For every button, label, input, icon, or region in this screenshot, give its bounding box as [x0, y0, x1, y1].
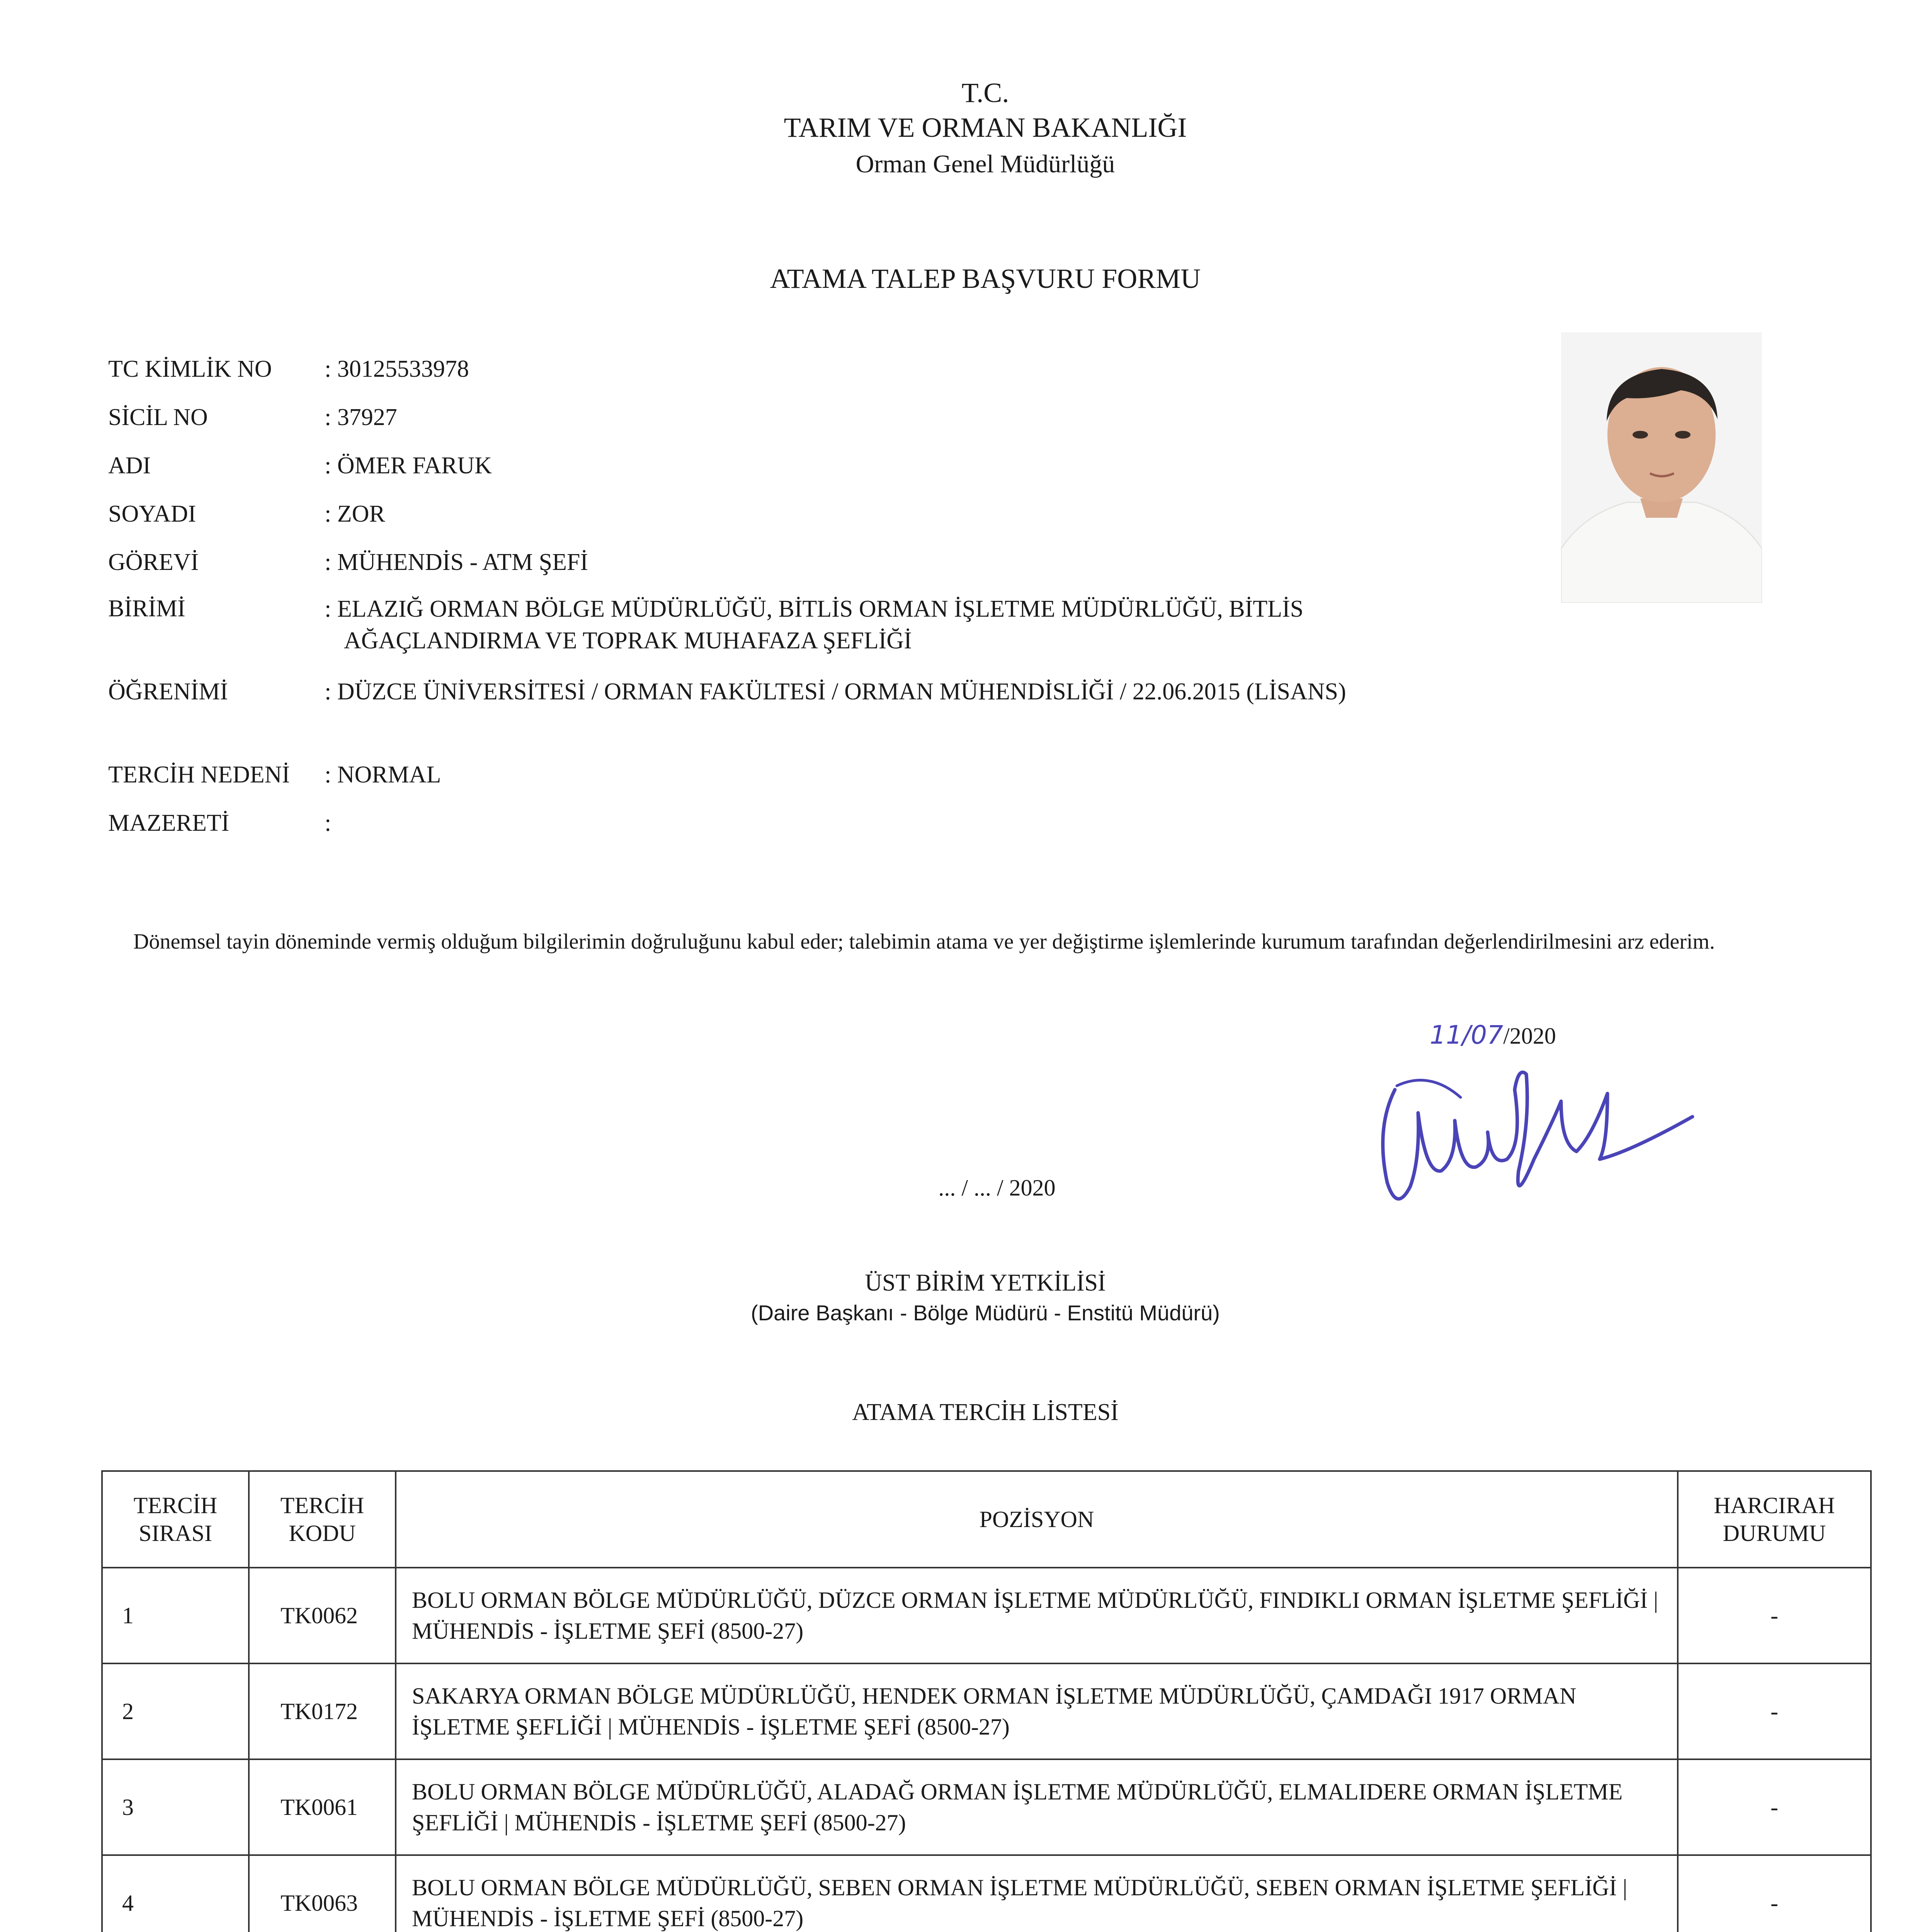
sicil-value: : 37927	[325, 404, 397, 430]
row-harcirah: -	[1678, 1759, 1871, 1855]
applicant-photo	[1561, 332, 1762, 603]
sicil-label: SİCİL NO	[108, 404, 208, 430]
header-kod-line1: TERCİH	[280, 1493, 364, 1518]
header-sira-line1: TERCİH	[133, 1493, 218, 1518]
handwritten-date: 11/07	[1430, 1020, 1503, 1050]
header-sira-line2: SIRASI	[138, 1520, 213, 1546]
row-pozisyon: BOLU ORMAN BÖLGE MÜDÜRLÜĞÜ, DÜZCE ORMAN İŞLETME MÜDÜRLÜĞÜ, FINDIKLI ORMAN İŞLETME ŞEFLİĞİ | MÜHENDİS - İŞLETME ŞEFİ (8500-27)	[396, 1568, 1678, 1663]
row-pozisyon: BOLU ORMAN BÖLGE MÜDÜRLÜĞÜ, SEBEN ORMAN İŞLETME MÜDÜRLÜĞÜ, SEBEN ORMAN İŞLETME ŞEFLİĞİ | MÜHENDİS - İŞLETME ŞEFİ (8500-27)	[396, 1855, 1678, 1932]
portrait-image	[1561, 332, 1762, 603]
tercih-nedeni-value: : NORMAL	[325, 762, 441, 788]
header-harcirah	[1678, 1471, 1871, 1568]
row-harcirah: -	[1678, 1663, 1871, 1759]
birimi-value-line2: AĞAÇLANDIRMA VE TOPRAK MUHAFAZA ŞEFLİĞİ	[344, 628, 912, 654]
row-sira: 4	[102, 1855, 249, 1932]
row-kod: TK0061	[249, 1759, 396, 1855]
row-kod: TK0062	[249, 1568, 396, 1663]
authority-title: ÜST BİRİM YETKİLİSİ	[865, 1270, 1106, 1296]
ogrenimi-label: ÖĞRENİMİ	[108, 679, 228, 705]
header-harcirah-line1: HARCIRAH	[1714, 1493, 1835, 1518]
tc-label: TC KİMLİK NO	[108, 356, 272, 382]
list-title: ATAMA TERCİH LİSTESİ	[852, 1399, 1119, 1425]
signature-date-year: /2020	[1503, 1023, 1556, 1049]
declaration-text: Dönemsel tayin döneminde vermiş olduğum bilgilerimin doğruluğunu kabul eder; talebimin atama ve yer değiştirme işlemlerinde kurumum tarafından değerlendirilmesini arz ederim.	[133, 930, 1715, 954]
table-row	[102, 1568, 1871, 1663]
table-header-row	[102, 1471, 1871, 1568]
header-sira	[102, 1471, 249, 1568]
birimi-value	[325, 593, 1484, 656]
header-directorate: Orman Genel Müdürlüğü	[855, 150, 1115, 178]
soyadi-value: : ZOR	[325, 501, 385, 527]
preference-table	[101, 1470, 1872, 1932]
gorevi-value: : MÜHENDİS - ATM ŞEFİ	[325, 549, 588, 575]
header-tc: T.C.	[961, 77, 1009, 108]
birimi-value-line1: : ELAZIĞ ORMAN BÖLGE MÜDÜRLÜĞÜ, BİTLİS ORMAN İŞLETME MÜDÜRLÜĞÜ, BİTLİS	[325, 596, 1304, 622]
table-row	[102, 1663, 1871, 1759]
handwritten-signature	[1360, 1043, 1708, 1260]
row-harcirah: -	[1678, 1855, 1871, 1932]
ogrenimi-value: : DÜZCE ÜNİVERSİTESİ / ORMAN FAKÜLTESİ / ORMAN MÜHENDİSLİĞİ / 22.06.2015 (LİSANS)	[325, 679, 1346, 705]
table-row	[102, 1855, 1871, 1932]
header-kod	[249, 1471, 396, 1568]
row-sira: 2	[102, 1663, 249, 1759]
adi-label: ADI	[108, 452, 151, 479]
header-pozisyon: POZİSYON	[396, 1471, 1678, 1568]
row-kod: TK0063	[249, 1855, 396, 1932]
header-ministry: TARIM VE ORMAN BAKANLIĞI	[784, 112, 1187, 143]
header-harcirah-line2: DURUMU	[1723, 1520, 1826, 1546]
table-row	[102, 1759, 1871, 1855]
mazeret-label: MAZERETİ	[108, 810, 230, 836]
row-harcirah: -	[1678, 1568, 1871, 1663]
row-sira: 3	[102, 1759, 249, 1855]
row-kod: TK0172	[249, 1663, 396, 1759]
row-pozisyon: SAKARYA ORMAN BÖLGE MÜDÜRLÜĞÜ, HENDEK ORMAN İŞLETME MÜDÜRLÜĞÜ, ÇAMDAĞI 1917 ORMAN İŞLETME ŞEFLİĞİ | MÜHENDİS - İŞLETME ŞEFİ (8500-27)	[396, 1663, 1678, 1759]
authority-subtitle: (Daire Başkanı - Bölge Müdürü - Enstitü Müdürü)	[751, 1301, 1220, 1325]
soyadi-label: SOYADI	[108, 501, 196, 527]
row-sira: 1	[102, 1568, 249, 1663]
mazeret-value: :	[325, 810, 332, 836]
adi-value: : ÖMER FARUK	[325, 452, 492, 479]
form-title: ATAMA TALEP BAŞVURU FORMU	[770, 263, 1201, 294]
gorevi-label: GÖREVİ	[108, 549, 199, 575]
row-pozisyon: BOLU ORMAN BÖLGE MÜDÜRLÜĞÜ, ALADAĞ ORMAN İŞLETME MÜDÜRLÜĞÜ, ELMALIDERE ORMAN İŞLETME ŞEFLİĞİ | MÜHENDİS - İŞLETME ŞEFİ (8500-27)	[396, 1759, 1678, 1855]
tc-value: : 30125533978	[325, 356, 469, 382]
authority-date: ... / ... / 2020	[938, 1175, 1056, 1201]
header-kod-line2: KODU	[289, 1520, 356, 1546]
tercih-nedeni-label: TERCİH NEDENİ	[108, 762, 290, 788]
birimi-label: BİRİMİ	[108, 595, 185, 622]
